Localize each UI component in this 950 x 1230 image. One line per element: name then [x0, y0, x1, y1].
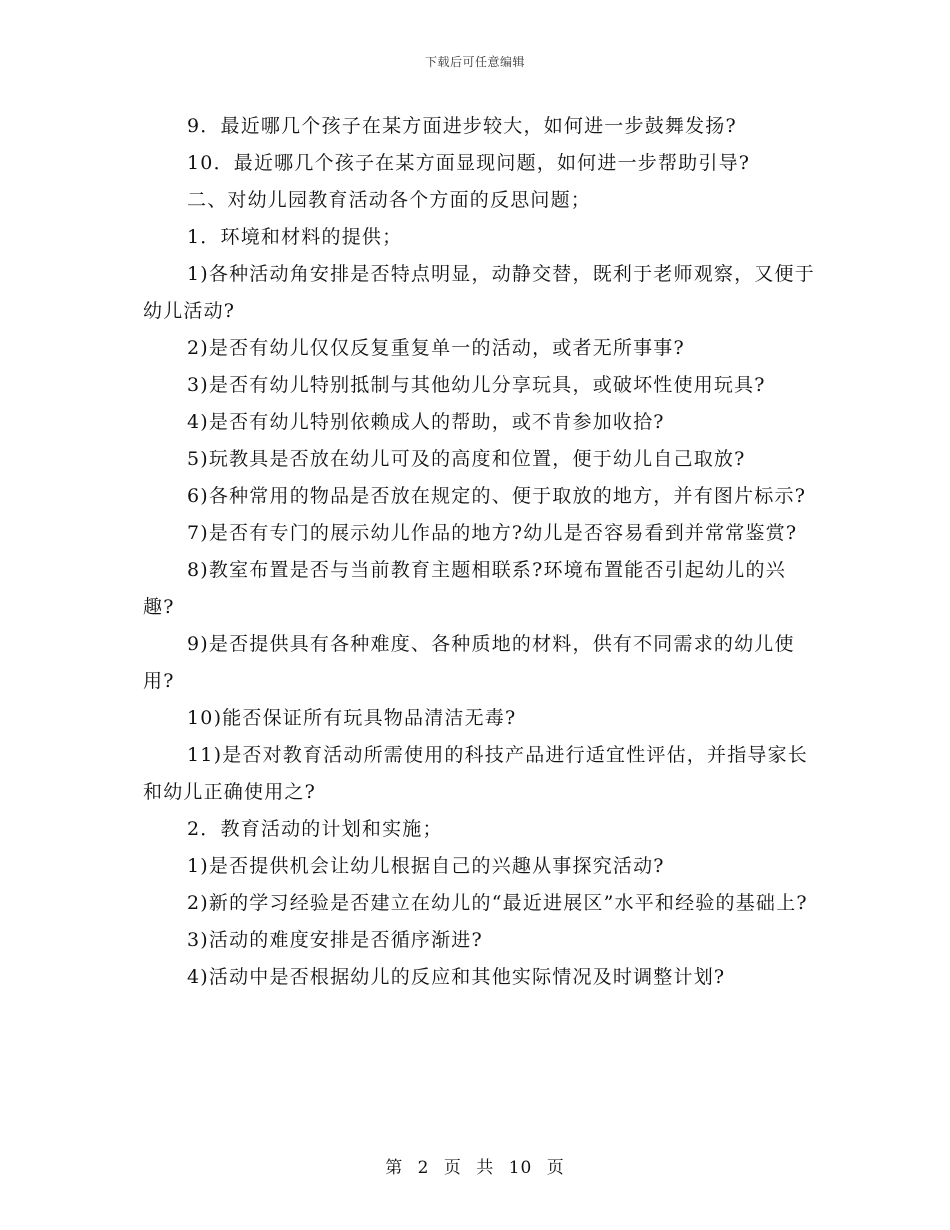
page-header: 下载后可任意编辑	[424, 55, 525, 69]
section-heading: 二、对幼儿园教育活动各个方面的反思问题；	[187, 189, 592, 211]
total-page-count: 10	[508, 1158, 533, 1178]
paragraph: 6)各种常用的物品是否放在规定的、便于取放的地方，并有图片标示?	[187, 485, 807, 507]
paragraph: 1)各种活动角安排是否特点明显，动静交替，既利于老师观察，又便于幼儿活动?	[143, 263, 815, 322]
footer-prefix: 第	[385, 1158, 404, 1178]
paragraph: 9．最近哪几个孩子在某方面进步较大，如何进一步鼓舞发扬?	[187, 115, 737, 137]
paragraph: 9)是否提供具有各种难度、各种质地的材料，供有不同需求的幼儿使用?	[143, 633, 795, 692]
paragraph: 11)是否对教育活动所需使用的科技产品进行适宜性评估，并指导家长和幼儿正确使用之?	[143, 744, 808, 803]
footer-suffix: 页	[546, 1158, 565, 1178]
footer-page-word: 页	[443, 1158, 462, 1178]
paragraph: 3)是否有幼儿特别抵制与其他幼儿分享玩具，或破坏性使用玩具?	[187, 374, 766, 396]
paragraph: 1)是否提供机会让幼儿根据自己的兴趣从事探究活动?	[187, 855, 665, 877]
paragraph: 5)玩教具是否放在幼儿可及的高度和位置，便于幼儿自己取放?	[187, 448, 746, 470]
paragraph: 10)能否保证所有玩具物品清洁无毒?	[187, 707, 517, 729]
paragraph: 10．最近哪几个孩子在某方面显现问题，如何进一步帮助引导?	[187, 152, 751, 174]
subsection-heading: 1．环境和材料的提供；	[187, 226, 403, 248]
paragraph: 3)活动的难度安排是否循序渐进?	[187, 929, 483, 951]
paragraph: 2)是否有幼儿仅仅反复重复单一的活动，或者无所事事?	[187, 337, 685, 359]
paragraph: 4)活动中是否根据幼儿的反应和其他实际情况及时调整计划?	[187, 966, 726, 988]
footer-total-word: 共	[476, 1158, 495, 1178]
document-body	[143, 108, 815, 996]
page-footer	[0, 1153, 950, 1178]
subsection-heading: 2．教育活动的计划和实施；	[187, 818, 443, 840]
paragraph: 4)是否有幼儿特别依赖成人的帮助，或不肯参加收拾?	[187, 411, 665, 433]
paragraph: 7)是否有专门的展示幼儿作品的地方?幼儿是否容易看到并常常鉴赏?	[187, 522, 798, 544]
paragraph: 2)新的学习经验是否建立在幼儿的“最近进展区”水平和经验的基础上?	[187, 892, 808, 914]
current-page-number: 2	[417, 1158, 430, 1178]
paragraph: 8)教室布置是否与当前教育主题相联系?环境布置能否引起幼儿的兴趣?	[143, 559, 786, 618]
